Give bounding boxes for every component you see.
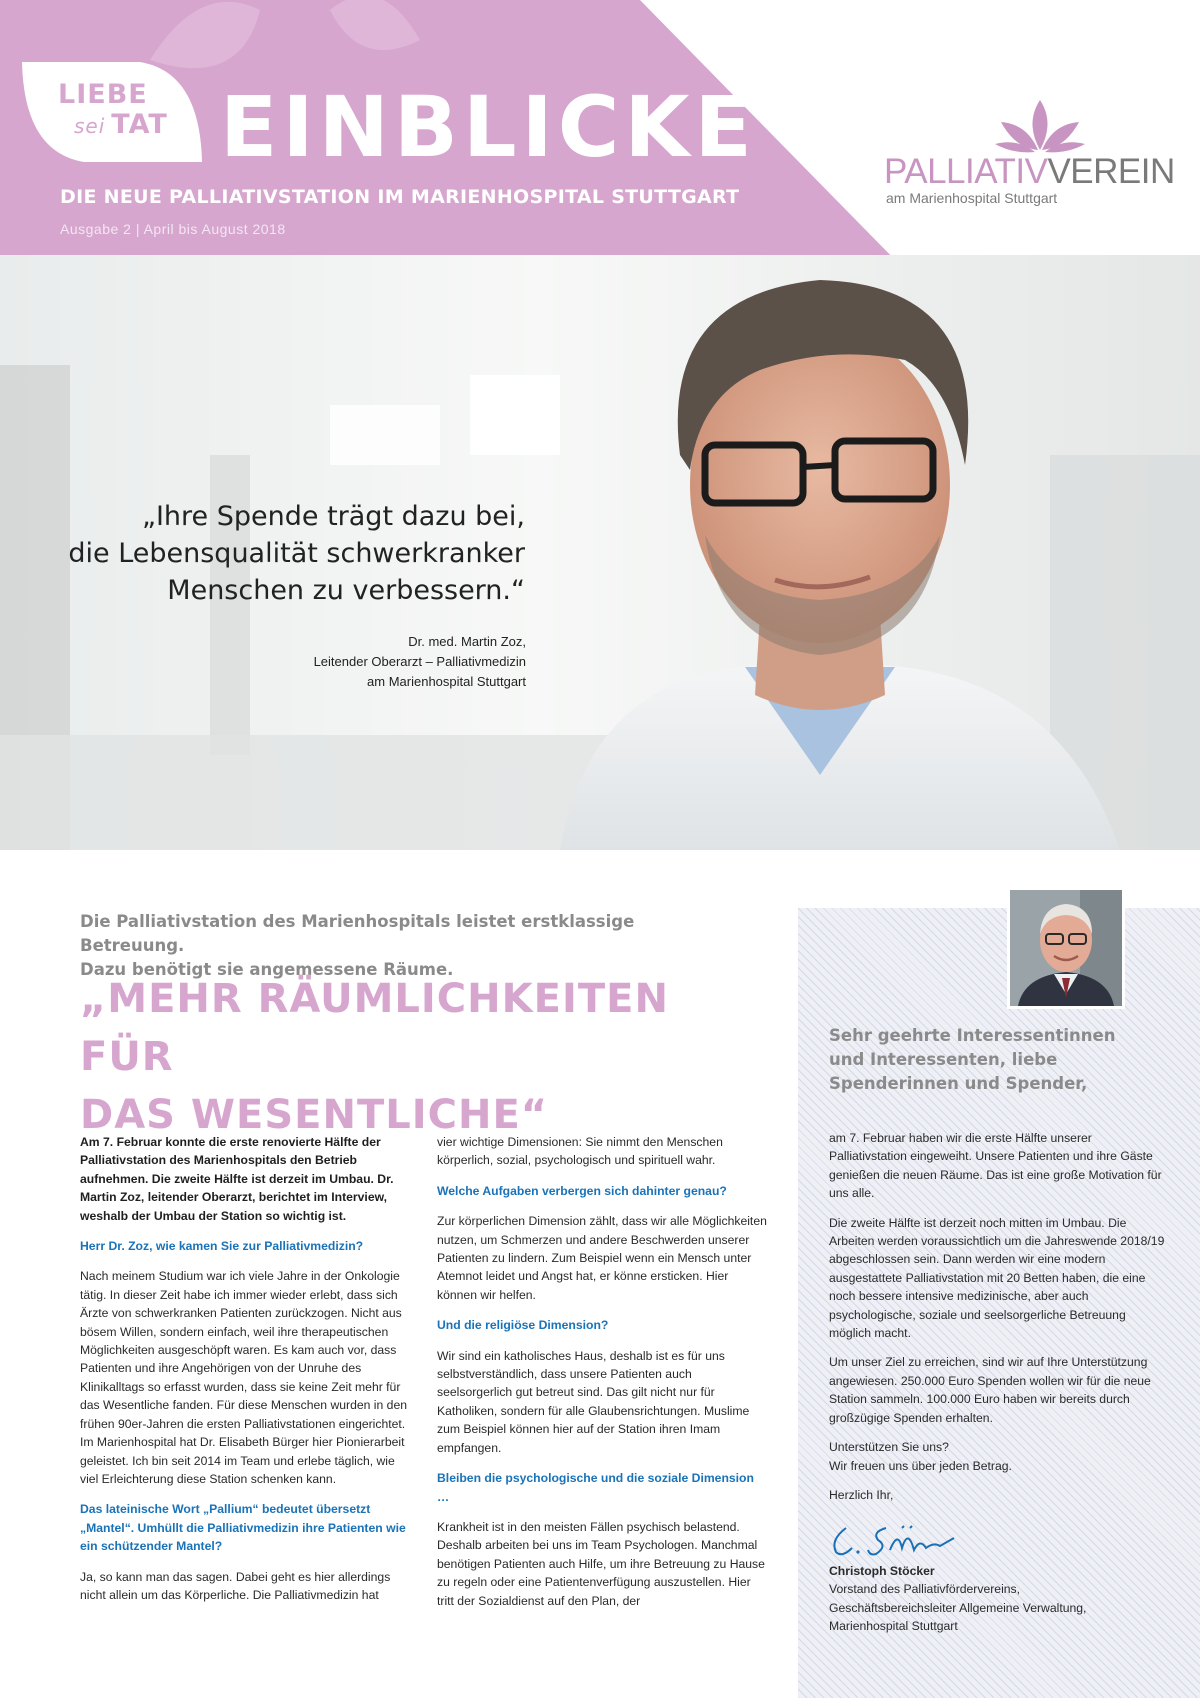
article-column-2: [437, 1133, 767, 1622]
interview-question: Und die religiöse Dimension?: [437, 1318, 609, 1333]
article-lead: Am 7. Februar konnte die erste renovierte Hälfte der Palliativstation des Marienhospitals den Betrieb aufnehmen. Die zweite Hälfte ist derzeit im Umbau. Dr. Martin Zoz, leitender Oberarzt, berichtet im Interview, weshalb der Umbau der Station so wichtig ist.: [80, 1135, 394, 1223]
newsletter-subtitle: DIE NEUE PALLIATIVSTATION IM MARIENHOSPITAL STUTTGART: [60, 186, 740, 208]
quote-line: Menschen zu verbessern.“: [167, 575, 525, 606]
interview-question: Herr Dr. Zoz, wie kamen Sie zur Palliativmedizin?: [80, 1239, 364, 1254]
liebe-sei-tat-badge: [58, 80, 168, 141]
interview-answer: Wir sind ein katholisches Haus, deshalb ist es für uns selbstverständlich, dass unsere Patienten auch seelsorgerlich gut betreut sind. Das gilt nicht nur für Katholiken, sondern für alle Glaubensrichtungen. Muslime zum Beispiel können hier auf der Station ihren Imam empfangen.: [437, 1348, 750, 1455]
author-portrait-image: [1010, 890, 1122, 1006]
logo-wordmark: PALLIATIVVEREIN: [884, 152, 1175, 191]
article-headline: „MEHR RÄUMLICHKEITEN FÜR DAS WESENTLICHE“: [80, 976, 669, 1138]
letter-greeting: Sehr geehrte Interessentinnen und Interessenten, liebe Spenderinnen und Spender,: [829, 1026, 1116, 1093]
hero-quote: [68, 498, 525, 609]
article-column-1: [80, 1133, 410, 1616]
interview-answer: Nach meinem Studium war ich viele Jahre in der Onkologie tätig. In dieser Zeit habe ich immer wieder erlebt, dass sich Ärzte von schwerkranken Patienten zurückzogen. Nicht aus bösem Willen, sondern einfach, weil ihre therapeutischen Möglichkeiten ausgeschöpft waren. Es kam auch vor, dass Patienten und ihre Angehörigen von der Unruhe des Klinikalltags so erfasst wurden, dass sie keine Zeit mehr für das Wesentliche fanden. Für diese Menschen wurden in den frühen 90er-Jahren die ersten Palliativstationen eingerichtet. Im Marienhospital hat Dr. Elisabeth Bürger hier Pionierarbeit geleistet. Ich bin seit 2014 im Team und erlebe täglich, wie viel Erleichterung diese Station schenken kann.: [80, 1269, 408, 1486]
letter-paragraph: Die zweite Hälfte ist derzeit noch mitten im Umbau. Die Arbeiten werden voraussichtlich um die Jahreswende 2018/19 abgeschlossen sein. Dann werden wir eine modern ausgestattete Palliativstation mit 20 Betten haben, die eine noch bessere intensive medizinische, aber auch psychologische, soziale und seelsorgerliche Betreuung möglich macht.: [829, 1215, 1165, 1341]
badge-liebe: LIEBE: [58, 79, 148, 110]
article-intro: Die Palliativstation des Marienhospitals leistet erstklassige Betreuung. Dazu benötigt sie angemessene Räume.: [80, 912, 635, 979]
issue-info: Ausgabe 2 | April bis August 2018: [60, 221, 286, 237]
newsletter-title: EINBLICKE: [220, 78, 757, 176]
interview-question: Das lateinische Wort „Pallium“ bedeutet übersetzt „Mantel“. Umhüllt die Palliativmedizin ihre Patienten wie ein schützender Mantel?: [80, 1502, 406, 1554]
signer-block: Christoph Stöcker Vorstand des Palliativfördervereins, Geschäftsbereichsleiter Allgemeine Verwaltung, Marienhospital Stuttgart: [829, 1562, 1169, 1636]
letter-paragraph: Unterstützen Sie uns? Wir freuen uns über jeden Betrag.: [829, 1440, 1012, 1473]
lotus-logo-icon: [995, 98, 1085, 156]
letter-paragraph: am 7. Februar haben wir die erste Hälfte unserer Palliativstation eingeweiht. Unsere Patienten und ihre Gäste genießen die neuen Räume. Das ist eine große Motivation für uns alle.: [829, 1131, 1162, 1201]
interview-answer: Krankheit ist in den meisten Fällen psychisch belastend. Deshalb arbeiten bei uns im Team Psychologen. Manchmal benötigen Patienten auch Hilfe, um ihre Betreuung zu Hause zu regeln oder eine Patientenverfügung auszustellen. Hier tritt der Sozialdienst auf den Plan, der: [437, 1519, 765, 1608]
badge-tat: TAT: [111, 109, 168, 140]
interview-answer: Ja, so kann man das sagen. Dabei geht es hier allerdings nicht allein um das Körperliche. Die Palliativmedizin hat: [80, 1569, 391, 1602]
interview-question: Bleiben die psychologische und die soziale Dimension …: [437, 1471, 754, 1504]
quote-line: die Lebensqualität schwerkranker: [68, 538, 525, 569]
interview-question: Welche Aufgaben verbergen sich dahinter genau?: [437, 1183, 727, 1198]
logo-subline: am Marienhospital Stuttgart: [886, 190, 1058, 206]
signer-name: Christoph Stöcker: [829, 1564, 935, 1578]
quote-line: „Ihre Spende trägt dazu bei,: [141, 501, 525, 532]
interview-answer: Zur körperlichen Dimension zählt, dass wir alle Möglichkeiten nutzen, um Schmerzen und andere Beschwerden unserer Patienten zu lindern. Zum Beispiel wenn ein Mensch unter Atemnot leidet und Angst hat, er könne ersticken. Hier können wir helfen.: [437, 1214, 767, 1302]
badge-sei: sei: [74, 114, 106, 138]
quote-attribution: Dr. med. Martin Zoz, Leitender Oberarzt – Palliativmedizin am Marienhospital Stuttgart: [313, 634, 526, 689]
handwritten-signature-icon: [828, 1520, 968, 1560]
letter-body: [829, 1129, 1169, 1515]
letter-paragraph: Um unser Ziel zu erreichen, sind wir auf Ihre Unterstützung angewiesen. 250.000 Euro Spenden wollen wir für die neue Station sammeln. 100.000 Euro haben wir bereits durch großzügige Spenden erhalten.: [829, 1355, 1151, 1425]
interview-answer: vier wichtige Dimensionen: Sie nimmt den Menschen körperlich, sozial, psychologisch und spirituell wahr.: [437, 1135, 723, 1168]
letter-closing: Herzlich Ihr,: [829, 1487, 894, 1502]
